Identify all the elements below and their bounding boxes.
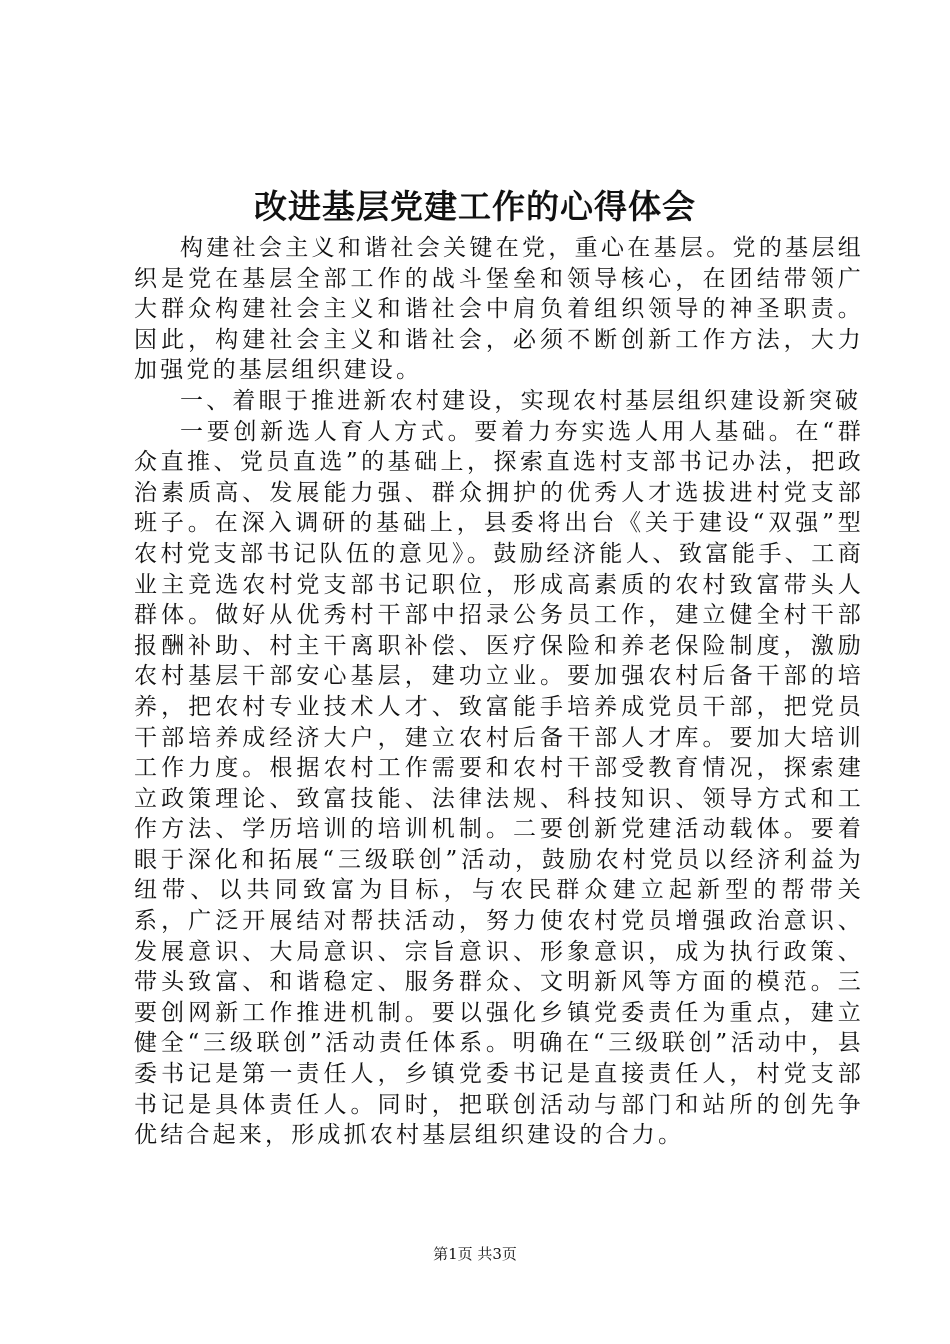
document-title: 改进基层党建工作的心得体会 — [254, 187, 696, 226]
paragraph-intro: 构建社会主义和谐社会关键在党，重心在基层。党的基层组织是党在基层全部工作的战斗堡垒和领导核心，在团结带领广大群众构建社会主义和谐社会中肩负着组织领导的神圣职责。因此，构建社会主义和谐社会，必须不断创新工作方法，大力加强党的基层组织建设。 — [134, 235, 864, 384]
document-body — [134, 233, 864, 1151]
paragraph-main: 一要创新选人育人方式。要着力夯实选人用人基础。在“群众直推、党员直选”的基础上，探索直选村支部书记办法，把政治素质高、发展能力强、群众拥护的优秀人才选拔进村党支部班子。在深入调研的基础上，县委将出台《关于建设“双强”型农村党支部书记队伍的意见》。鼓励经济能人、致富能手、工商业主竞选农村党支部书记职位，形成高素质的农村致富带头人群体。做好从优秀村干部中招录公务员工作，建立健全村干部报酬补助、村主干离职补偿、医疗保险和养老保险制度，激励农村基层干部安心基层，建功立业。要加强农村后备干部的培养，把农村专业技术人才、致富能手培养成党员干部，把党员干部培养成经济大户，建立农村后备干部人才库。要加大培训工作力度。根据农村工作需要和农村干部受教育情况，探索建立政策理论、致富技能、法律法规、科技知识、领导方式和工作方法、学历培训的培训机制。二要创新党建活动载体。要着眼于深化和拓展“三级联创”活动，鼓励农村党员以经济利益为纽带、以共同致富为目标，与农民群众建立起新型的帮带关系，广泛开展结对帮扶活动，努力使农村党员增强政治意识、发展意识、大局意识、宗旨意识、形象意识，成为执行政策、带头致富、和谐稳定、服务群众、文明新风等方面的模范。三要创网新工作推进机制。要以强化乡镇党委责任为重点，建立健全“三级联创”活动责任体系。明确在“三级联创”活动中，县委书记是第一责任人，乡镇党委书记是直接责任人，村党支部书记是具体责任人。同时，把联创活动与部门和站所的创先争优结合起来，形成抓农村基层组织建设的合力。 — [134, 418, 864, 1149]
page-number-footer: 第1页 共3页 — [433, 1245, 517, 1263]
section-heading: 一、着眼于推进新农村建设，实现农村基层组织建设新突破 — [180, 387, 862, 414]
